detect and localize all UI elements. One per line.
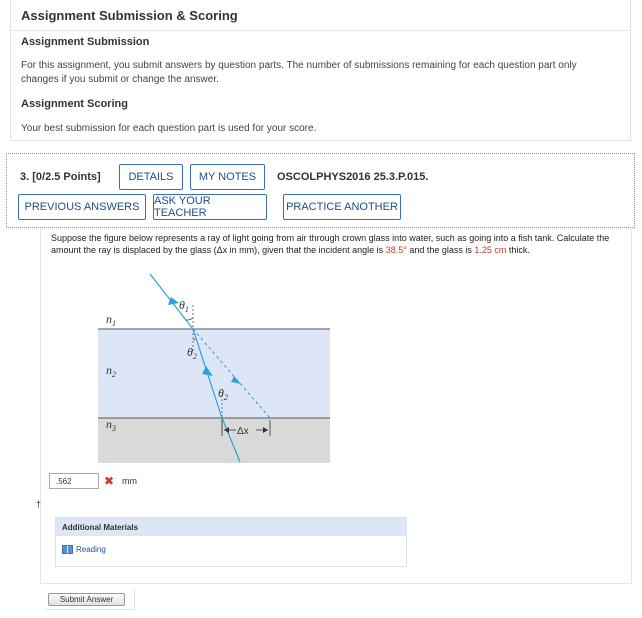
info-title: Assignment Submission & Scoring (21, 8, 238, 23)
additional-materials-panel (55, 517, 407, 567)
scoring-heading: Assignment Scoring (21, 98, 128, 110)
theta1-label: $\theta_1$ (179, 298, 189, 314)
submission-text: For this assignment, you submit answers by question parts. The number of submissions remaining for each question part only changes if you submit or change the answer. (21, 60, 577, 85)
question-points: [0/2.5 Points] (32, 171, 101, 183)
n3-label: $n_3$ (106, 417, 116, 433)
glass-region (98, 329, 330, 418)
delta-x-label: Δx (237, 426, 249, 437)
reading-label[interactable]: Reading (76, 545, 106, 554)
ask-your-teacher-button[interactable]: ASK YOUR TEACHER (153, 194, 267, 220)
practice-another-button[interactable]: PRACTICE ANOTHER (283, 194, 401, 220)
additional-materials-heading: Additional Materials (56, 518, 406, 536)
book-icon (62, 545, 73, 554)
n2-label: $n_2$ (106, 363, 116, 379)
submit-answer-button[interactable]: Submit Answer (48, 593, 125, 606)
submission-heading: Assignment Submission (21, 36, 150, 48)
question-text-part2: and the glass is (406, 245, 475, 255)
question-number: 3. (20, 171, 30, 183)
reading-link[interactable] (62, 545, 106, 554)
my-notes-button[interactable]: MY NOTES (190, 164, 265, 190)
answer-unit: mm (122, 476, 137, 486)
n1-label: $n_1$ (106, 312, 116, 328)
water-region (98, 418, 330, 463)
theta2-label-bottom: $\theta_2$ (218, 386, 228, 402)
answer-input[interactable]: .562 (49, 473, 99, 489)
thickness-value: 1.25 cm (474, 245, 507, 255)
previous-answers-button[interactable]: PREVIOUS ANSWERS (18, 194, 146, 220)
question-text-part3: thick. (506, 245, 530, 255)
wrong-x-icon: ✖ (104, 474, 115, 488)
question-text-part1: Suppose the figure below represents a ray of light going from air through crown glass into water, such as going into a fish tank. Calculate the amount the ray is displaced by the glass (Δx in mm), given that the incident angle is (51, 233, 610, 255)
scoring-text: Your best submission for each question part is used for your score. (21, 123, 317, 134)
details-button[interactable]: DETAILS (119, 164, 183, 190)
dagger-mark: † (36, 499, 42, 509)
theta1-arc (186, 318, 193, 320)
incident-angle-value: 38.5° (385, 245, 407, 255)
question-code: OSCOLPHYS2016 25.3.P.015. (277, 171, 429, 183)
theta2-label-top: $\theta_2$ (187, 345, 197, 361)
